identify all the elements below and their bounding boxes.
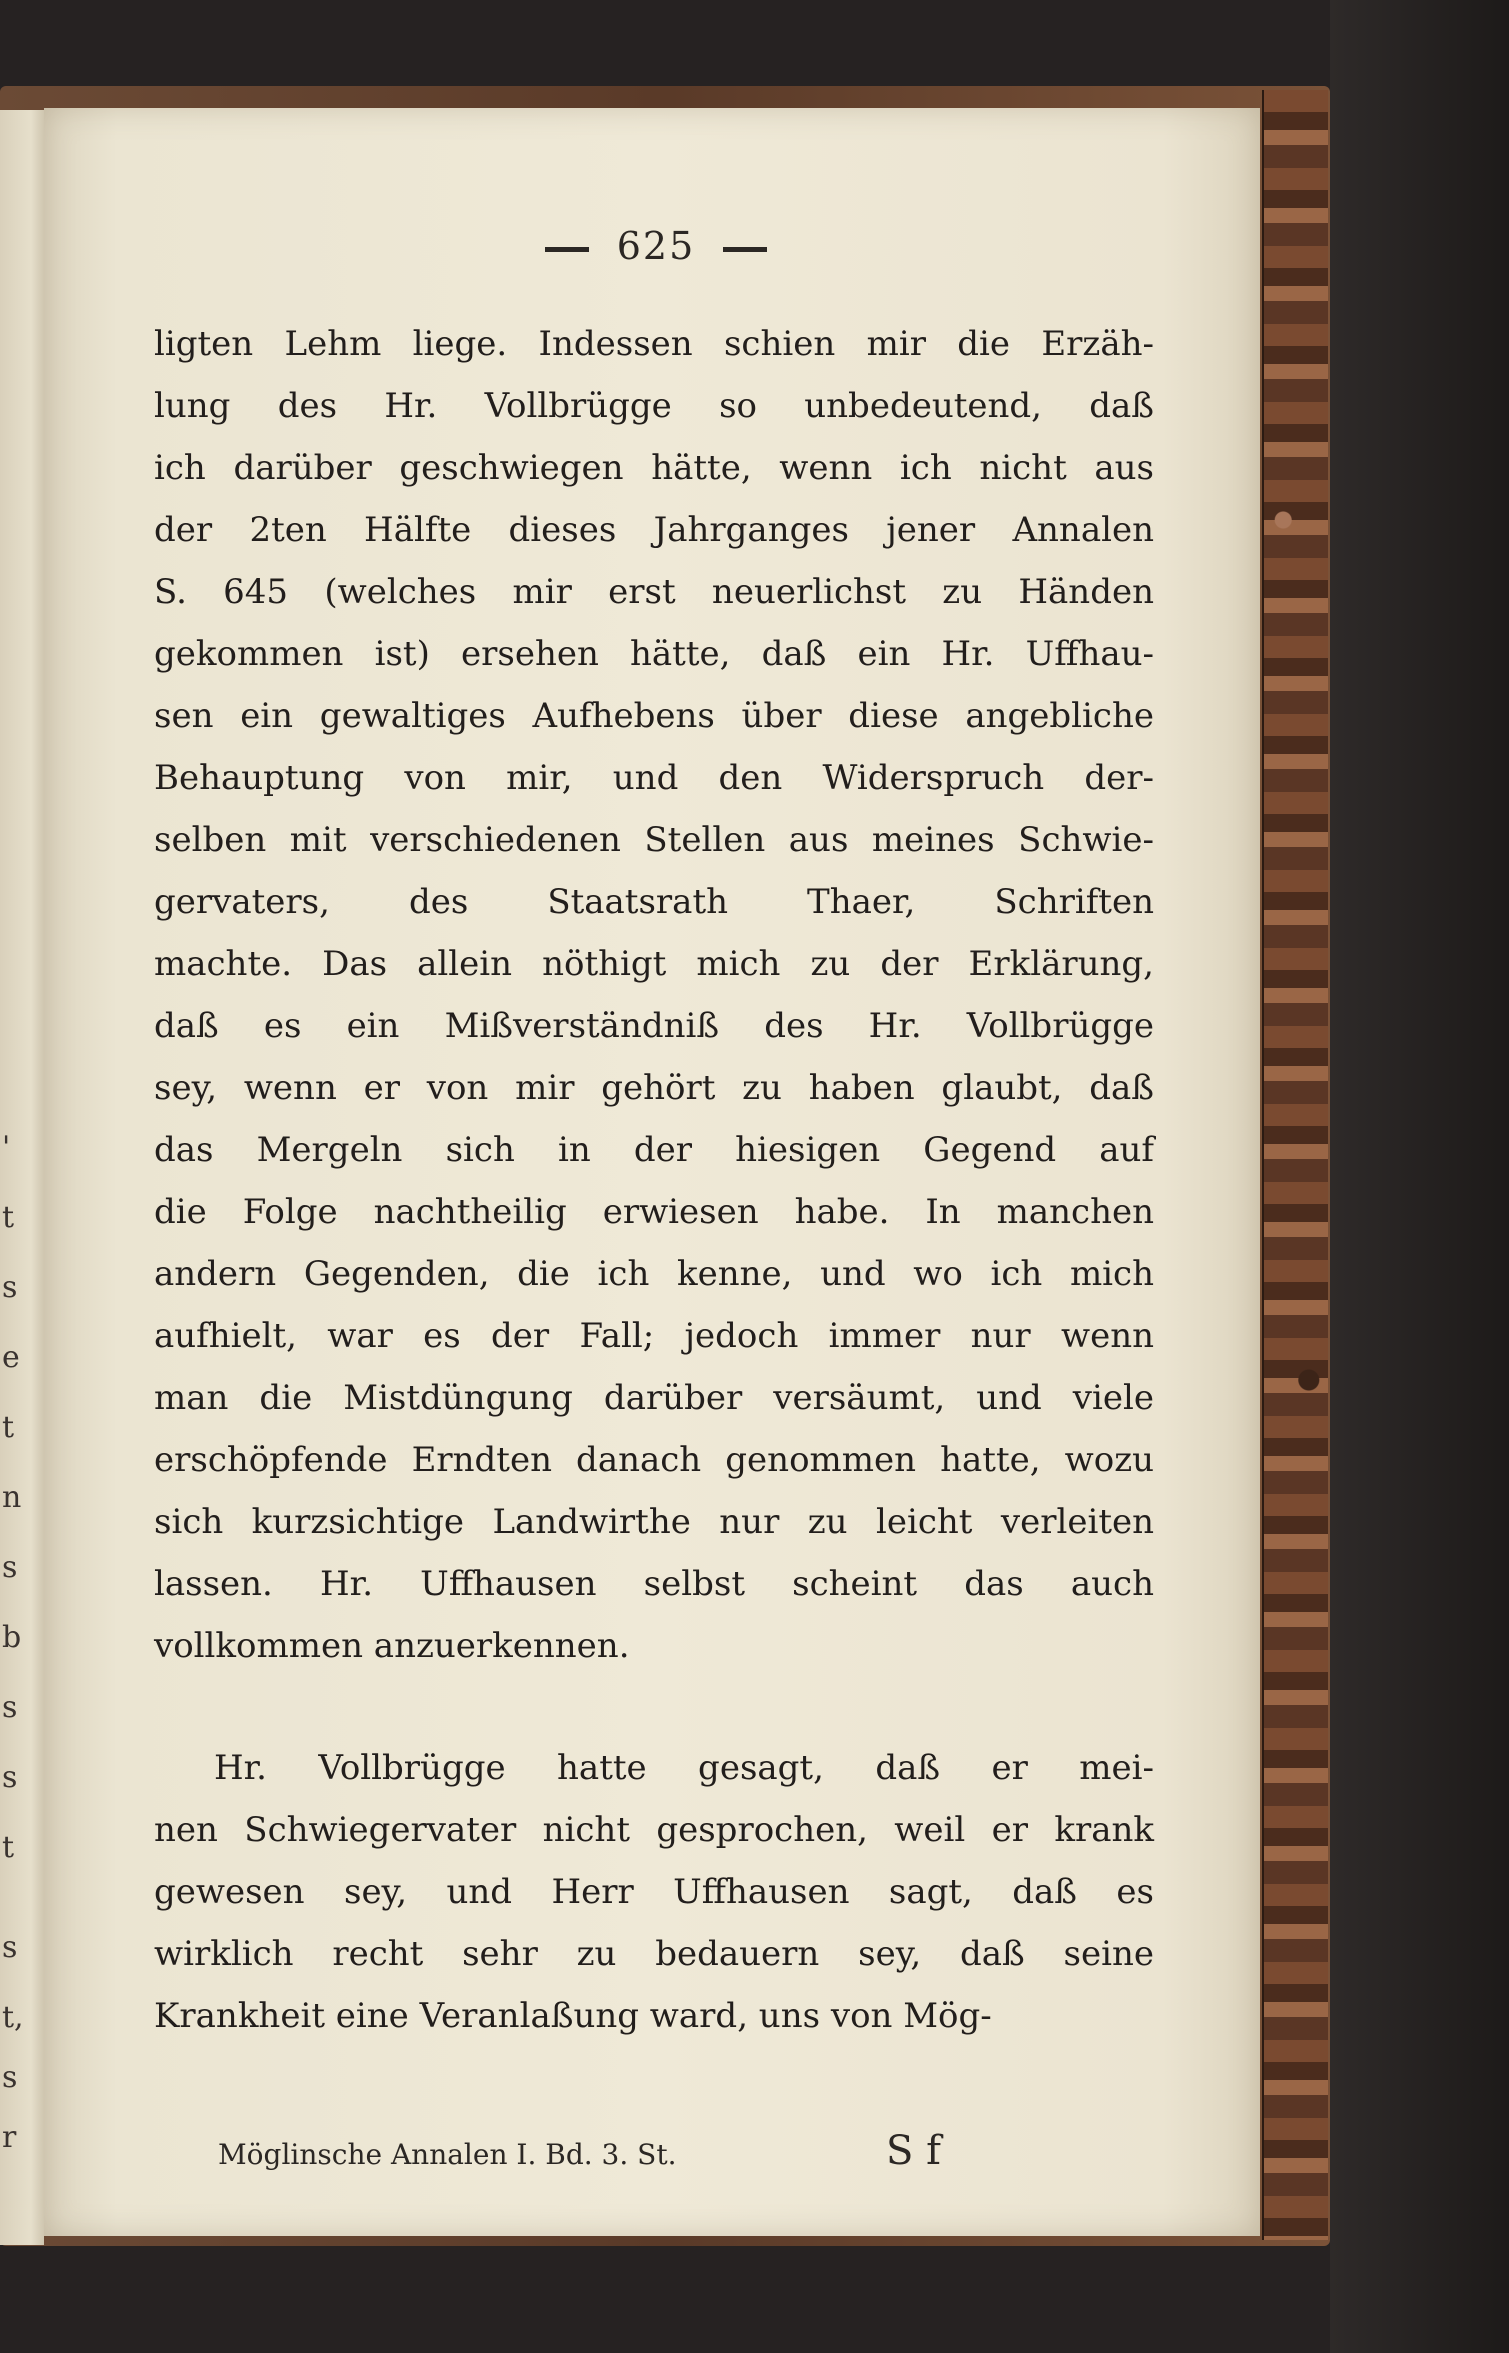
signature-mark: S f	[886, 2128, 941, 2174]
page-number-value: 625	[616, 224, 696, 268]
facing-page-glyph: s	[2, 1550, 18, 1585]
text-line: die Folge nachtheilig erwiesen habe. In manchen	[154, 1192, 1154, 1232]
text-line: erschöpfende Erndten danach genommen hatte, wozu	[154, 1440, 1154, 1480]
facing-page-glyph: r	[2, 2120, 17, 2155]
text-line: S. 645 (welches mir erst neuerlichst zu Händen	[154, 572, 1154, 612]
page-number	[506, 224, 806, 268]
facing-page-glyph: s	[2, 1930, 18, 1965]
text-line: Hr. Vollbrügge hatte gesagt, daß er mei-	[214, 1748, 1154, 1788]
text-line: lung des Hr. Vollbrügge so unbedeutend, daß	[154, 386, 1154, 426]
book-page	[44, 108, 1260, 2236]
text-line: der 2ten Hälfte dieses Jahrganges jener Annalen	[154, 510, 1154, 550]
text-line: gervaters, des Staatsrath Thaer, Schriften	[154, 882, 1154, 922]
facing-page-glyph: '	[2, 1130, 11, 1165]
text-line: wirklich recht sehr zu bedauern sey, daß seine	[154, 1934, 1154, 1974]
paragraph-gap	[154, 1677, 1154, 1737]
facing-page-glyph: b	[2, 1620, 22, 1655]
text-line: sen ein gewaltiges Aufhebens über diese angebliche	[154, 696, 1154, 736]
text-line: lassen. Hr. Uffhausen selbst scheint das auch	[154, 1564, 1154, 1604]
facing-page-glyph: n	[2, 1480, 22, 1515]
text-line: Krankheit eine Veranlaßung ward, uns von Mög-	[154, 1996, 992, 2036]
paragraph-2	[154, 1737, 1154, 2047]
background	[1330, 0, 1509, 2353]
page-number-dash	[545, 247, 589, 252]
facing-page-glyph: t,	[2, 2000, 24, 2035]
text-line: gekommen ist) ersehen hätte, daß ein Hr. Uffhau-	[154, 634, 1154, 674]
text-line: sich kurzsichtige Landwirthe nur zu leicht verleiten	[154, 1502, 1154, 1542]
body-text	[154, 313, 1154, 2047]
text-line: ligten Lehm liege. Indessen schien mir die Erzäh-	[154, 324, 1154, 364]
facing-page-glyph: e	[2, 1340, 20, 1375]
text-line: Behauptung von mir, und den Widerspruch der-	[154, 758, 1154, 798]
facing-page-glyph: t	[2, 1200, 15, 1235]
text-line: nen Schwiegervater nicht gesprochen, weil er krank	[154, 1810, 1154, 1850]
text-line: selben mit verschiedenen Stellen aus meines Schwie-	[154, 820, 1154, 860]
facing-page-glyph: t	[2, 1410, 15, 1445]
facing-page-glyph: s	[2, 1760, 18, 1795]
text-line: ich darüber geschwiegen hätte, wenn ich nicht aus	[154, 448, 1154, 488]
page-number-dash	[723, 247, 767, 252]
paragraph-1	[154, 313, 1154, 1677]
text-line: das Mergeln sich in der hiesigen Gegend auf	[154, 1130, 1154, 1170]
signature-line-title: Möglinsche Annalen I. Bd. 3. St.	[218, 2138, 677, 2171]
facing-page-edge	[0, 110, 44, 2245]
text-line: gewesen sey, und Herr Uffhausen sagt, daß es	[154, 1872, 1154, 1912]
facing-page-glyph: s	[2, 1270, 18, 1305]
text-line: man die Mistdüngung darüber versäumt, und viele	[154, 1378, 1154, 1418]
text-line: andern Gegenden, die ich kenne, und wo ich mich	[154, 1254, 1154, 1294]
facing-page-glyph: t	[2, 1830, 15, 1865]
text-line: vollkommen anzuerkennen.	[154, 1626, 630, 1666]
text-line: daß es ein Mißverständniß des Hr. Vollbrügge	[154, 1006, 1154, 1046]
facing-page-glyph: s	[2, 1690, 18, 1725]
facing-page-glyph: s	[2, 2060, 18, 2095]
text-line: sey, wenn er von mir gehört zu haben glaubt, daß	[154, 1068, 1154, 1108]
text-line: machte. Das allein nöthigt mich zu der Erklärung,	[154, 944, 1154, 984]
marbled-cover-edge	[1262, 90, 1328, 2240]
text-line: aufhielt, war es der Fall; jedoch immer nur wenn	[154, 1316, 1154, 1356]
